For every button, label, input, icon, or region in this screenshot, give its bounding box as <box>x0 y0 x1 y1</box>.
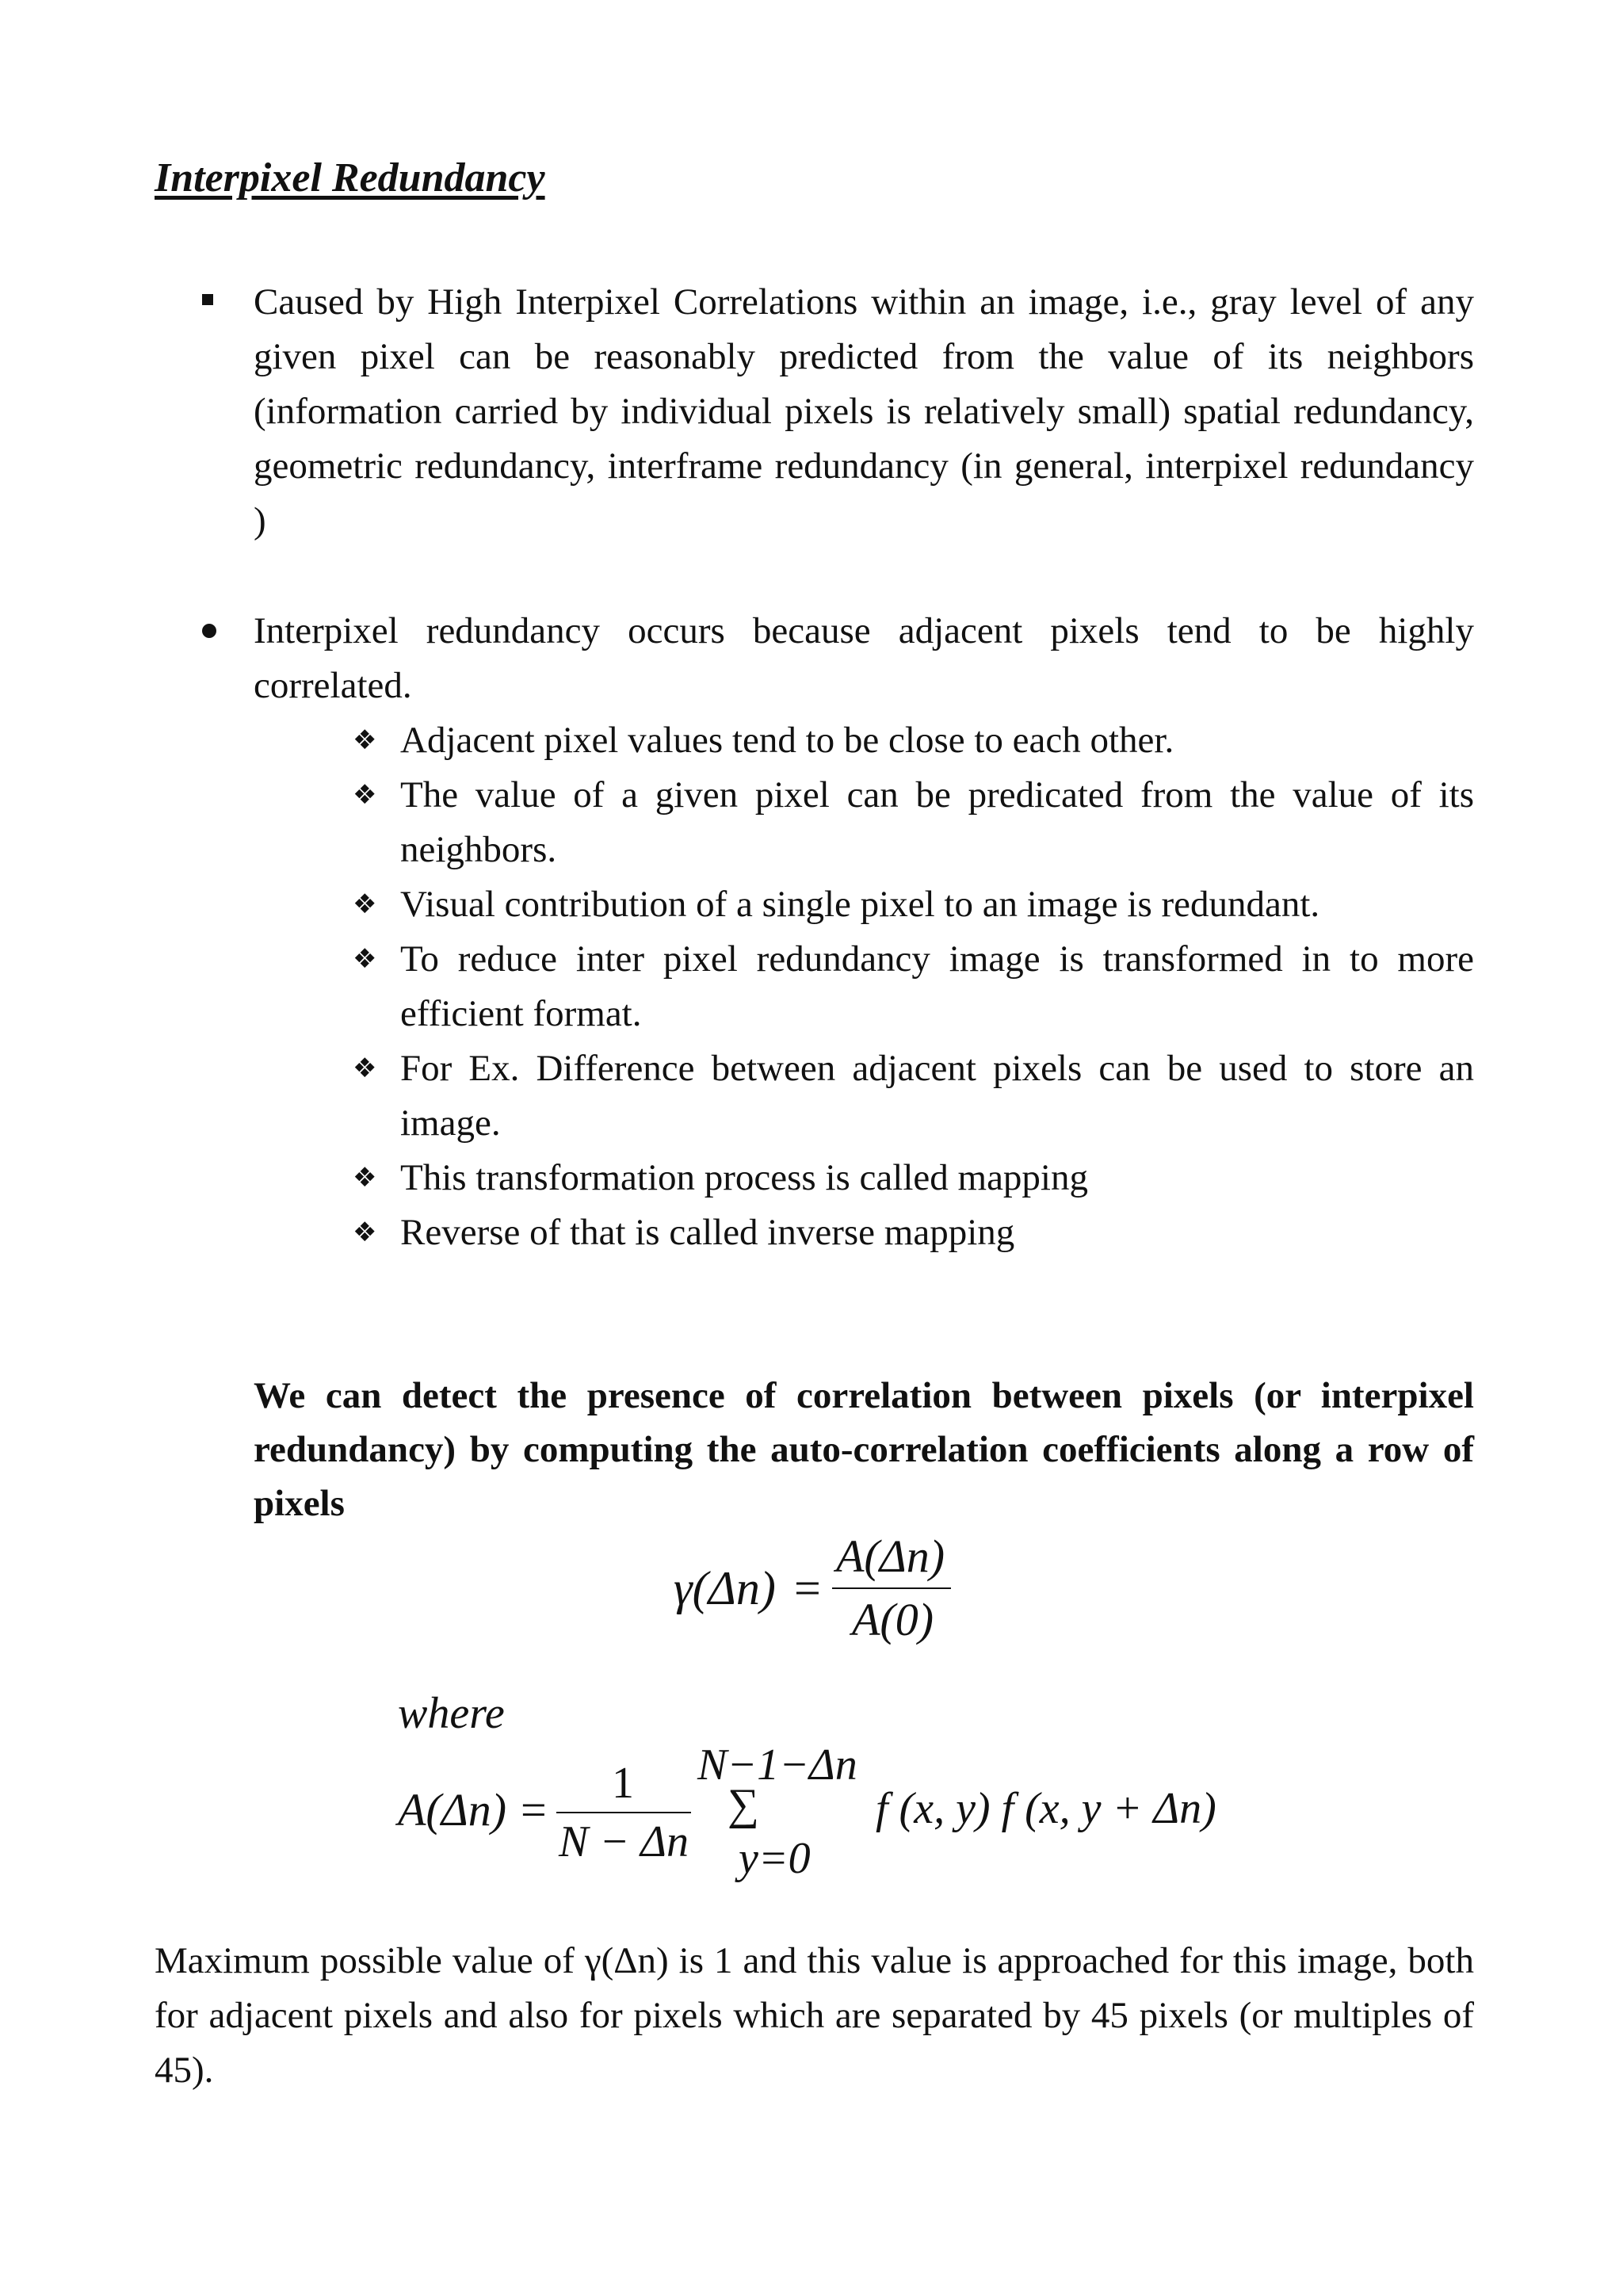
diamond-bullet-icon: ❖ <box>353 1162 377 1194</box>
diamond-bullet-icon: ❖ <box>353 779 377 811</box>
diamond-bullet-icon: ❖ <box>353 888 377 920</box>
detect-correlation-text: We can detect the presence of correlation between pixels (or interpixel redundancy) by computing the auto-correlation coefficients along a row of pixels <box>254 1375 1474 1524</box>
square-bullet-icon <box>202 294 213 305</box>
fraction-bar <box>556 1812 691 1813</box>
equation-2-lhs: A(Δn) <box>398 1784 507 1836</box>
list-item: ❖ Adjacent pixel values tend to be close to each other. <box>353 713 1474 768</box>
list-item: ❖ For Ex. Difference between adjacent pixels can be used to store an image. <box>353 1041 1474 1151</box>
equation-1-equals: = <box>794 1562 821 1614</box>
equation-2-denominator: N − Δn <box>559 1817 689 1866</box>
list-item: ❖ Reverse of that is called inverse mapping <box>353 1205 1474 1260</box>
list-item: ❖ To reduce inter pixel redundancy image is transformed in to more efficient format. <box>353 932 1474 1041</box>
equation-1-lhs: γ(Δn) <box>674 1562 776 1614</box>
list-item: ❖ Visual contribution of a single pixel to an image is redundant. <box>353 877 1474 932</box>
list-item: ❖ The value of a given pixel can be predicated from the value of its neighbors. <box>353 768 1474 877</box>
where-label: where <box>398 1689 505 1738</box>
bullet-2-text: Interpixel redundancy occurs because adjacent pixels tend to be highly correlated. <box>254 610 1474 706</box>
sub-bullet-list <box>353 713 1474 1260</box>
final-paragraph: Maximum possible value of γ(Δn) is 1 and this value is approached for this image, both for adjacent pixels and also for pixels which are separated by 45 pixels (or multiples of 45). <box>155 1940 1474 2091</box>
fraction-bar <box>832 1587 951 1589</box>
diamond-bullet-icon: ❖ <box>353 724 377 756</box>
sum-sign: ∑ <box>727 1780 759 1829</box>
equation-1-numerator: A(Δn) <box>836 1530 945 1582</box>
equation-2-equals: = <box>521 1784 547 1836</box>
list-item: ❖ This transformation process is called mapping <box>353 1151 1474 1205</box>
sum-lower-limit: y=0 <box>739 1834 811 1883</box>
equation-2-summand: f (x, y) f (x, y + Δn) <box>876 1784 1216 1833</box>
equation-2-numerator: 1 <box>612 1759 634 1808</box>
sum-upper-limit: N−1−Δn <box>697 1740 857 1790</box>
equation-1-denominator: A(0) <box>852 1594 934 1645</box>
disc-bullet-icon <box>202 624 216 638</box>
diamond-bullet-icon: ❖ <box>353 1052 377 1084</box>
bullet-1-text: Caused by High Interpixel Correlations within an image, i.e., gray level of any given pixel can be reasonably predicted from the value of its neighbors (information carried by individual pixels is relatively small) spatial redundancy, geometric redundancy, interframe redundancy (in general, interpixel redundancy ) <box>254 281 1474 541</box>
diamond-bullet-icon: ❖ <box>353 943 377 975</box>
page-title: Interpixel Redundancy <box>155 155 545 201</box>
diamond-bullet-icon: ❖ <box>353 1217 377 1248</box>
